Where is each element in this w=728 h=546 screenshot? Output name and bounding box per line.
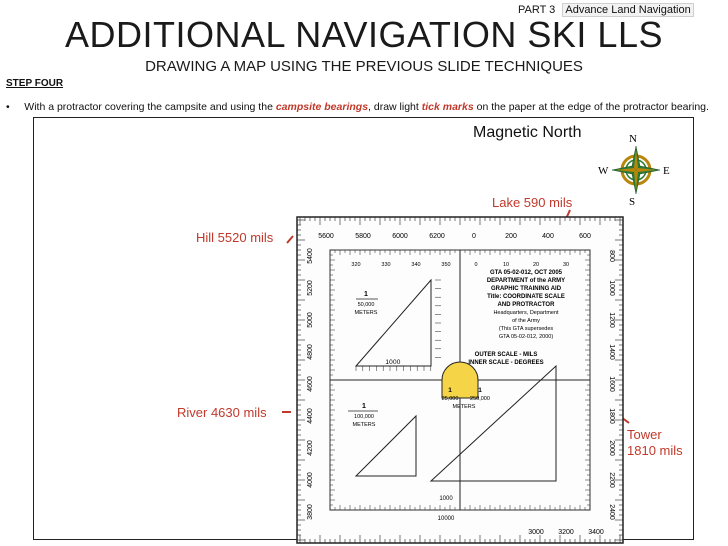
gta-line: GTA 05-02-012, OCT 2005 — [489, 270, 563, 276]
compass-s: S — [629, 196, 636, 208]
instruction-part2: , draw light — [368, 101, 422, 113]
inner-top-scale-label: 10 — [502, 262, 510, 268]
tower-bearing-label-mils: 1810 mils — [627, 443, 683, 458]
right-scale-label: 1000 — [608, 280, 615, 296]
bottom-ruler-label-1000: 1000 — [439, 496, 453, 502]
step-label: STEP FOUR — [6, 78, 64, 89]
instruction-text — [6, 101, 709, 113]
scale-50000-one: 1 — [364, 291, 368, 298]
inner-top-scale-label: 20 — [532, 262, 540, 268]
left-scale-label: 5000 — [307, 312, 314, 328]
bottom-scale-label: 3000 — [528, 529, 544, 536]
compass-e: E — [663, 165, 670, 177]
instruction-emph-campsite-bearings: campsite bearings — [275, 101, 369, 113]
section-name: Advance Land Navigation — [562, 3, 693, 17]
hill-bearing-label: Hill 5520 mils — [196, 230, 274, 245]
left-scale-label: 4600 — [307, 376, 314, 392]
instruction-emph-tick-marks: tick marks — [421, 101, 474, 113]
scale-250000-value: 250,000 — [470, 396, 490, 402]
compass-rose-icon — [596, 132, 676, 208]
scale-250000-one: 1 — [478, 387, 482, 394]
right-scale-label: 1800 — [608, 408, 615, 424]
inner-top-scale-label: 0 — [474, 262, 478, 268]
top-scale-label: 6000 — [392, 233, 408, 240]
top-scale-label: 400 — [542, 233, 554, 240]
left-scale-label: 4200 — [307, 440, 314, 456]
gta-line: GRAPHIC TRAINING AID — [490, 286, 562, 292]
right-scale-label: 2400 — [608, 504, 615, 520]
gta-line: of the Army — [512, 318, 540, 324]
bottom-scale-label: 3400 — [588, 529, 604, 536]
gta-line: AND PROTRACTOR — [497, 302, 555, 308]
top-scale-label: 5800 — [355, 233, 371, 240]
compass-w: W — [598, 165, 609, 177]
gta-line: Title: COORDINATE SCALE — [487, 294, 565, 300]
scale-25000-unit: METERS — [452, 404, 476, 410]
scale-note-line: OUTER SCALE - MILS — [474, 352, 538, 358]
part-number: PART 3 — [518, 4, 556, 16]
instruction-part3: on the paper at the edge of the protractor bearing. — [473, 101, 709, 113]
gta-line: GTA 05-02-012, 2000) — [498, 334, 554, 340]
protractor — [296, 216, 624, 544]
page-title: ADDITIONAL NAVIGATION SKI LLS — [65, 14, 663, 55]
inner-top-scale-label: 350 — [441, 262, 451, 268]
scale-25000-one: 1 — [448, 387, 452, 394]
left-scale-label: 5200 — [307, 280, 314, 296]
inner-top-scale-label: 320 — [351, 262, 361, 268]
right-scale-label: 1200 — [608, 312, 615, 328]
top-scale-label: 0 — [472, 233, 476, 240]
right-scale-label: 2200 — [608, 472, 615, 488]
scale-100000-one: 1 — [362, 403, 366, 410]
river-bearing-label: River 4630 mils — [177, 405, 267, 420]
lake-bearing-label: Lake 590 mils — [492, 195, 573, 210]
right-scale-label: 1400 — [608, 344, 615, 360]
inner-top-scale-label: 340 — [411, 262, 421, 268]
scale-100000-value: 100,000 — [354, 414, 374, 420]
right-scale-label: 1600 — [608, 376, 615, 392]
left-scale-label: 4400 — [307, 408, 314, 424]
left-scale-label: 3800 — [307, 504, 314, 520]
page-subtitle: DRAWING A MAP USING THE PREVIOUS SLIDE TECHNIQUES — [145, 58, 583, 75]
left-scale-label: 4000 — [307, 472, 314, 488]
compass-n: N — [629, 133, 637, 145]
tower-bearing-label-name: Tower — [627, 427, 662, 442]
gta-line: Headquarters, Department — [493, 310, 559, 316]
right-scale-label: 2000 — [608, 440, 615, 456]
top-scale-label: 5600 — [318, 233, 334, 240]
bullet-mark: • — [6, 101, 10, 113]
right-scale-label: 800 — [608, 250, 615, 262]
inner-top-scale-label: 30 — [562, 262, 570, 268]
scale-50000-value: 50,000 — [357, 302, 375, 308]
scale-100000-unit: METERS — [352, 422, 376, 428]
scale-note-line: INNER SCALE - DEGREES — [468, 360, 544, 366]
top-scale-label: 200 — [505, 233, 517, 240]
gta-line: (This GTA supersedes — [498, 326, 554, 332]
scale-50000-unit: METERS — [354, 310, 378, 316]
bottom-ruler-label-10000: 10000 — [437, 516, 455, 522]
bottom-scale-label: 3200 — [558, 529, 574, 536]
top-scale-label: 600 — [579, 233, 591, 240]
scale-25000-value: 25,000 — [441, 396, 459, 402]
left-scale-label: 4800 — [307, 344, 314, 360]
scale-50000-bottom-label: 1000 — [385, 359, 401, 366]
instruction-part1: With a protractor covering the campsite and using the — [24, 101, 276, 113]
gta-line: DEPARTMENT of the ARMY — [486, 278, 566, 284]
magnetic-north-label: Magnetic North — [473, 124, 582, 141]
inner-top-scale-label: 330 — [381, 262, 391, 268]
top-scale-label: 6200 — [429, 233, 445, 240]
left-scale-label: 5400 — [307, 248, 314, 264]
